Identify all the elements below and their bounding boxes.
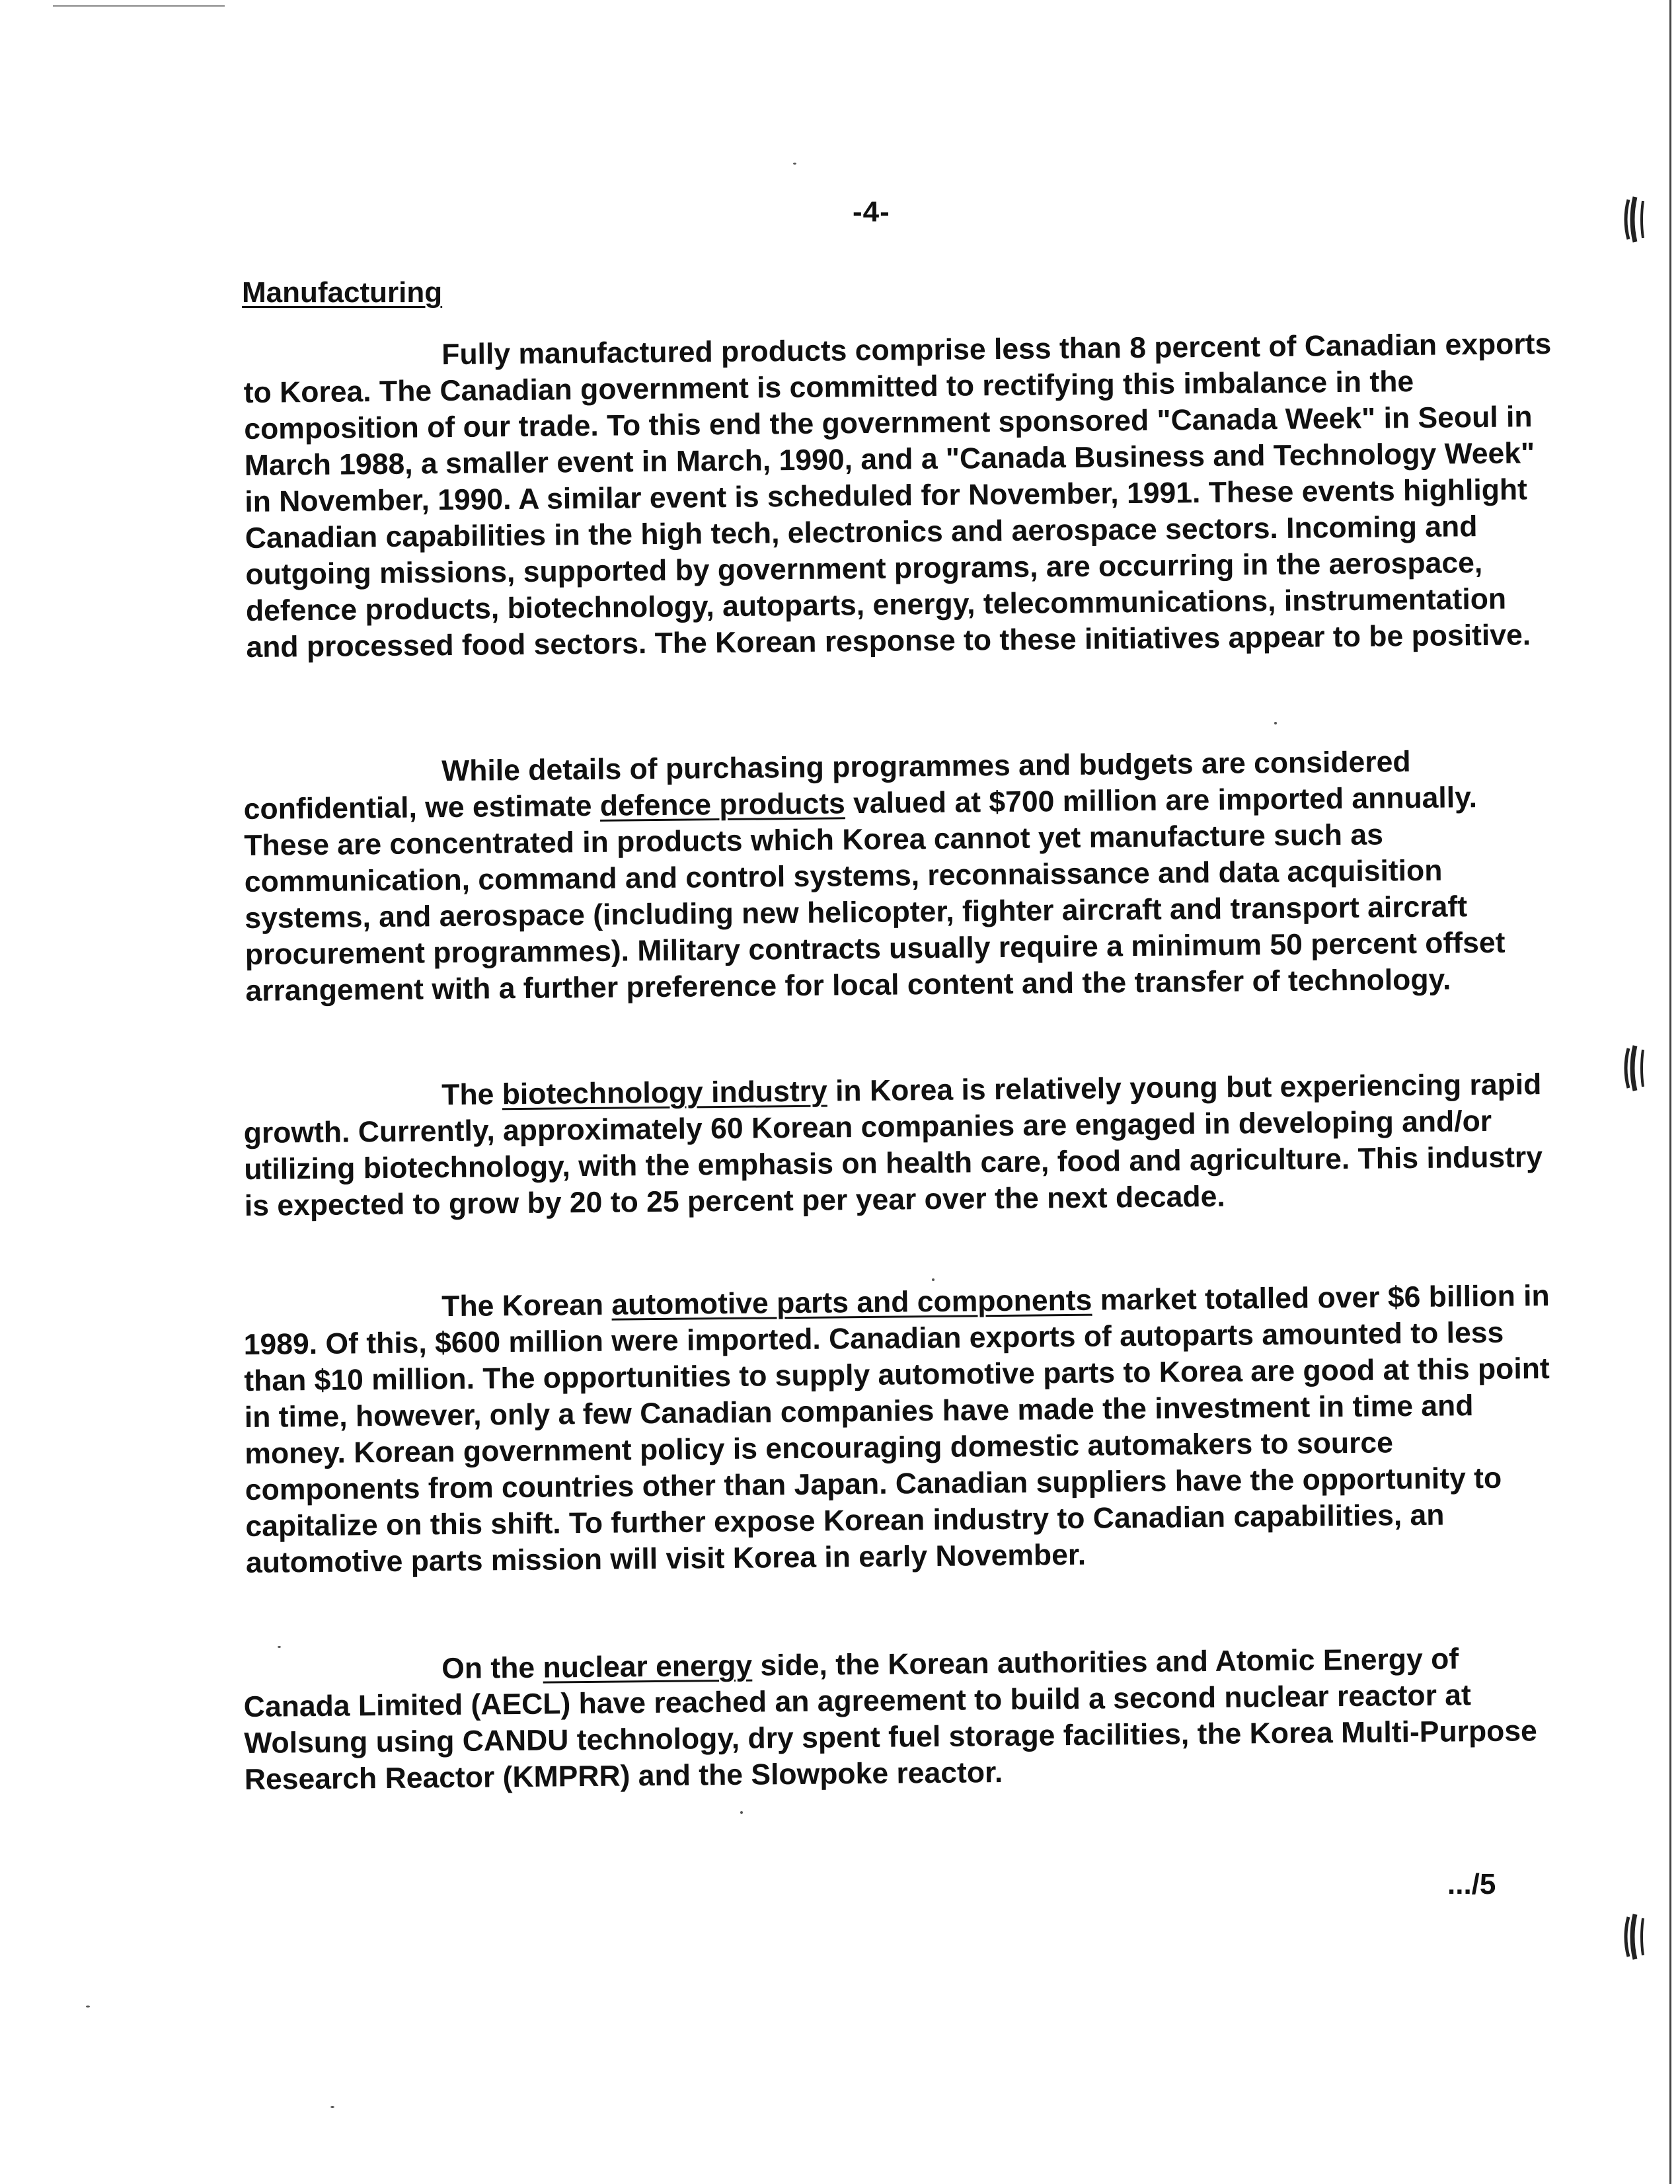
binder-ring-mark-icon bbox=[1623, 193, 1652, 246]
paragraph-text: While details of purchasing programmes and budgets are considered confidential, we estimate bbox=[243, 746, 1411, 826]
paragraph-automotive-parts bbox=[243, 1278, 1554, 1581]
paragraph-exports bbox=[243, 326, 1555, 666]
paragraph-biotechnology bbox=[243, 1066, 1553, 1224]
underlined-term: defence products bbox=[599, 787, 845, 822]
binder-ring-mark-icon bbox=[1623, 1910, 1652, 1963]
page-number: -4- bbox=[853, 196, 890, 228]
paragraph-nuclear-energy bbox=[243, 1640, 1553, 1798]
scan-speck bbox=[932, 1278, 935, 1281]
underlined-term: nuclear energy bbox=[543, 1649, 753, 1684]
scan-speck bbox=[278, 1646, 281, 1648]
paragraph-defence-products bbox=[243, 742, 1554, 1009]
scan-speck bbox=[86, 2006, 90, 2008]
paragraph-text: The Korean bbox=[441, 1288, 612, 1323]
scan-speck bbox=[793, 163, 796, 165]
paragraph-text: in Korea is relatively young but experiencing rapid growth. Currently, approximately 60 Korean companies are engaged in developing and/or utilizing biotechnology, with the emphasis on health care, food and agriculture. This industry is expected to grow by 20 to 25 percent per year over the next decade. bbox=[243, 1068, 1543, 1222]
section-heading: Manufacturing bbox=[242, 276, 443, 309]
scan-speck bbox=[1274, 722, 1277, 724]
paragraph-text: side, the Korean authorities and Atomic Energy of Canada Limited (AECL) have reached an agreement to build a second nuclear reactor at Wolsung using CANDU technology, dry spent fuel storage facilities, the Korea Multi-Purpose Research Reactor (KMPRR) and the Slowpoke reactor. bbox=[243, 1643, 1538, 1796]
paragraph-text: The bbox=[441, 1078, 502, 1112]
page-edge-line bbox=[1669, 0, 1671, 2184]
binder-ring-mark-icon bbox=[1623, 1042, 1652, 1095]
scan-top-streak bbox=[53, 5, 225, 7]
paragraph-text: valued at $700 million are imported annually. These are concentrated in products which Korea cannot yet manufacture such as communication, command and control systems, reconnaissance and data acquisition systems, and aerospace (including new helicopter, fighter aircraft and transport aircraft procurement programmes). Military contracts usually require a minimum 50 percent offset arrangement with a further preference for local content and the transfer of technology. bbox=[244, 781, 1506, 1007]
paragraph-text: market totalled over $6 billion in 1989. Of this, $600 million were imported. Canadian exports of autoparts amounted to less than $10 million. The opportunities to supply automotive parts to Korea are good at this point in time, however, only a few Canadian companies have made the investment in time and money. Korean government policy is encouraging domestic automakers to source components from countries other than Japan. Canadian suppliers have the opportunity to capitalize on this shift. To further expose Korean industry to Canadian capabilities, an automotive parts mission will visit Korea in early November. bbox=[243, 1280, 1550, 1579]
underlined-term: automotive parts and components bbox=[611, 1284, 1092, 1321]
paragraph-text: Fully manufactured products comprise less than 8 percent of Canadian exports to Korea. The Canadian government is committed to rectifying this imbalance in the composition of our trade. To this end the government sponsored "Canada Week" in Seoul in March 1988, a smaller event in March, 1990, and a "Canada Business and Technology Week" in November, 1990. A similar event is scheduled for November, 1991. These events highlight Canadian capabilities in the high tech, electronics and aerospace sectors. Incoming and outgoing missions, supported by government programs, are occurring in the aerospace, defence products, biotechnology, autoparts, energy, telecommunications, instrumentation and processed food sectors. The Korean response to these initiatives appear to be positive. bbox=[243, 328, 1552, 664]
scan-speck bbox=[740, 1811, 743, 1814]
continuation-marker: .../5 bbox=[1447, 1868, 1496, 1900]
underlined-term: biotechnology industry bbox=[502, 1075, 827, 1111]
scan-speck bbox=[330, 2106, 334, 2108]
paragraph-text: On the bbox=[441, 1651, 543, 1686]
